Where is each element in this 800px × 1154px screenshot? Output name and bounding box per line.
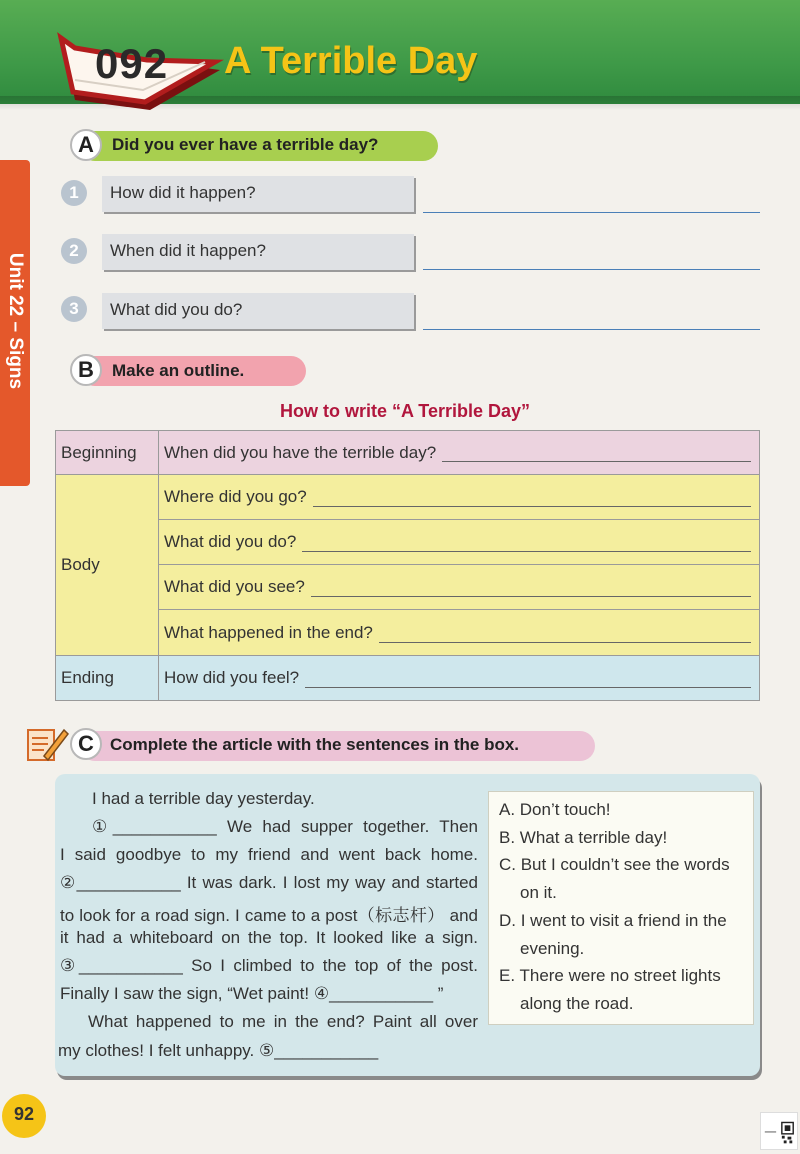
question-3: What did you do? xyxy=(102,293,414,329)
article-line-6: it had a whiteboard on the top. It looked like a sign. xyxy=(60,928,478,947)
question-number-3: 3 xyxy=(61,296,87,322)
answer-line-3[interactable] xyxy=(423,329,760,330)
option-d-cont: evening. xyxy=(520,939,585,958)
outline-question: When did you have the terrible day? xyxy=(164,442,437,462)
article-line-8: Finally I saw the sign, “Wet paint! ④___________ ” xyxy=(60,984,444,1003)
outline-row-body-2 xyxy=(158,519,760,565)
answer-line[interactable] xyxy=(379,642,751,643)
page-number: 92 xyxy=(13,1104,35,1124)
option-e: E. There were no street lights xyxy=(499,966,721,985)
lesson-number: 092 xyxy=(95,40,169,87)
answer-line[interactable] xyxy=(442,461,751,462)
answer-line-1[interactable] xyxy=(423,212,760,213)
option-b: B. What a terrible day! xyxy=(499,828,668,847)
qr-code-icon xyxy=(760,1112,798,1150)
article-line-7: ③___________ So I climbed to the top of the post. xyxy=(60,956,478,975)
outline-question: How did you feel? xyxy=(164,668,300,687)
outline-row-body-3 xyxy=(158,564,760,610)
answer-line[interactable] xyxy=(313,506,751,507)
outline-question: What did you see? xyxy=(164,577,305,596)
question-2: When did it happen? xyxy=(102,234,414,270)
section-c-letter: C xyxy=(70,728,102,760)
article-line-5: to look for a road sign. I came to a post（标志杆） and xyxy=(60,906,478,925)
outline-row-body-4 xyxy=(158,609,760,656)
answer-line[interactable] xyxy=(302,551,751,552)
sentence-options-box xyxy=(488,791,754,1025)
option-c-cont: on it. xyxy=(520,883,557,902)
writing-pencil-icon xyxy=(26,724,70,764)
answer-line[interactable] xyxy=(305,687,751,688)
outline-label-beginning: Beginning xyxy=(55,430,159,475)
question-number-2: 2 xyxy=(61,238,87,264)
outline-row-beginning xyxy=(158,430,760,475)
section-b-instruction: Make an outline. xyxy=(112,361,245,380)
outline-label-body: Body xyxy=(55,474,159,656)
outline-question: Where did you go? xyxy=(164,487,307,506)
outline-question: What happened in the end? xyxy=(164,622,373,642)
section-b-letter: B xyxy=(70,354,102,386)
section-c-instruction: Complete the article with the sentences in the box. xyxy=(110,735,520,754)
outline-title: How to write “A Terrible Day” xyxy=(279,401,531,421)
option-c: C. But I couldn’t see the words xyxy=(499,855,730,874)
option-a: A. Don’t touch! xyxy=(499,800,611,819)
unit-label: Unit 22 – Signs xyxy=(5,252,26,390)
option-d: D. I went to visit a friend in the xyxy=(499,911,727,930)
page-title: A Terrible Day xyxy=(224,40,478,82)
article-line-2: ①___________ We had supper together. Then xyxy=(92,817,478,836)
answer-line-2[interactable] xyxy=(423,269,760,270)
section-a-letter: A xyxy=(70,129,102,161)
outline-label-ending: Ending xyxy=(55,655,159,701)
question-1: How did it happen? xyxy=(102,176,414,212)
article-line-3: I said goodbye to my friend and went back home. xyxy=(60,845,478,864)
article-line-1: I had a terrible day yesterday. xyxy=(92,789,315,808)
article-line-4: ②___________ It was dark. I lost my way and started xyxy=(60,873,478,892)
outline-row-ending xyxy=(158,655,760,701)
section-a-instruction: Did you ever have a terrible day? xyxy=(112,135,379,154)
article-line-10: my clothes! I felt unhappy. ⑤___________ xyxy=(58,1041,379,1060)
option-e-cont: along the road. xyxy=(520,994,634,1013)
outline-row-body-1 xyxy=(158,474,760,520)
article-line-9: What happened to me in the end? Paint all over xyxy=(88,1012,478,1031)
answer-line[interactable] xyxy=(311,596,751,597)
outline-question: What did you do? xyxy=(164,532,297,551)
question-number-1: 1 xyxy=(61,180,87,206)
